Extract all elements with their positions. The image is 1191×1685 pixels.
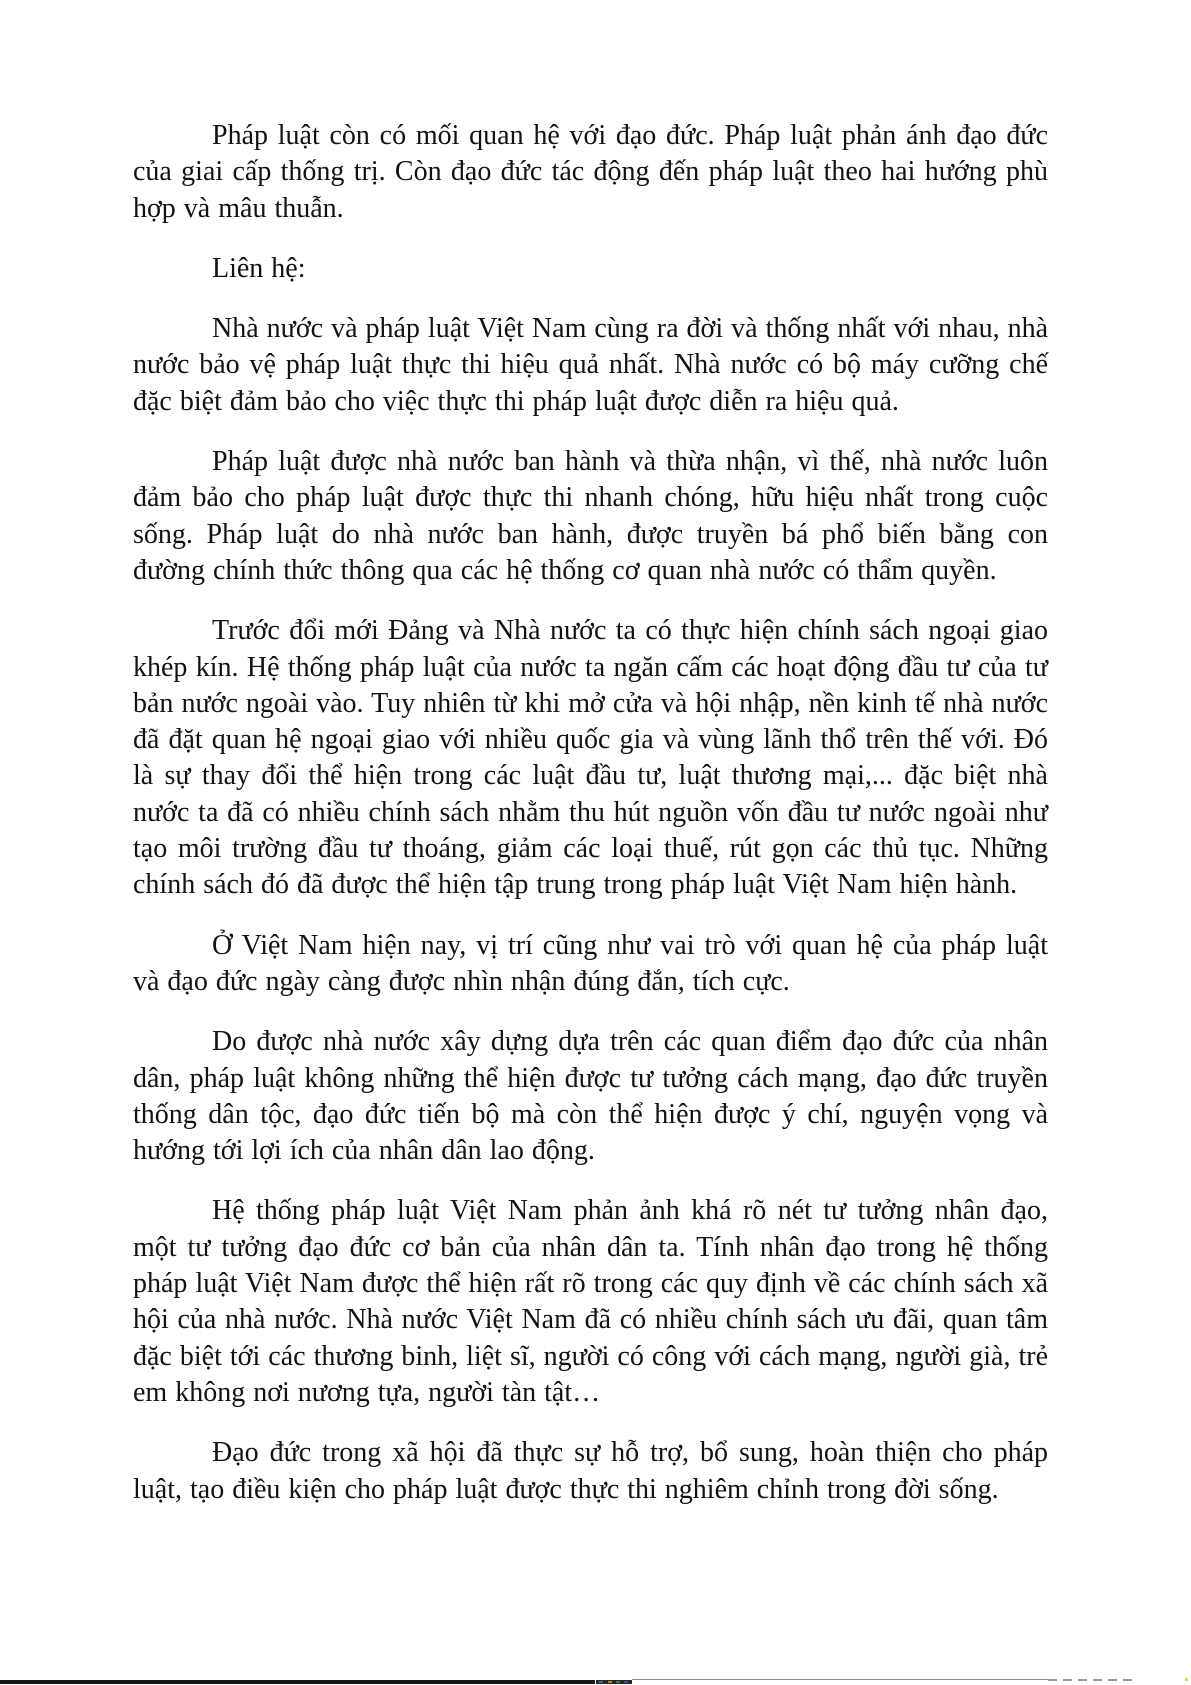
taskbar-icons-sliver[interactable] <box>596 1680 632 1684</box>
paragraph-3: Nhà nước và pháp luật Việt Nam cùng ra đời và thống nhất với nhau, nhà nước bảo vệ pháp luật thực thi hiệu quả nhất. Nhà nước có bộ máy cưỡng chế đặc biệt đảm bảo cho việc thực thi pháp luật được diễn ra hiệu quả. <box>133 313 1048 417</box>
paragraph-9: Đạo đức trong xã hội đã thực sự hỗ trợ, bổ sung, hoàn thiện cho pháp luật, tạo điều kiện cho pháp luật được thực thi nghiêm chỉnh trong đời sống. <box>133 1437 1048 1505</box>
taskbar-icon-pixel <box>616 1681 620 1683</box>
paragraph-2-lien-he-label: Liên hệ: <box>212 252 306 284</box>
paragraph-1: Pháp luật còn có mối quan hệ với đạo đức. Pháp luật phản ánh đạo đức của giai cấp thống trị. Còn đạo đức tác động đến pháp luật theo hai hướng phù hợp và mâu thuẫn. <box>133 120 1048 224</box>
paragraph-8: Hệ thống pháp luật Việt Nam phản ảnh khá rõ nét tư tưởng nhân đạo, một tư tưởng đạo đức cơ bản của nhân dân ta. Tính nhân đạo trong hệ thống pháp luật Việt Nam được thể hiện rất rõ trong các quy định về các chính sách xã hội của nhà nước. Nhà nước Việt Nam đã có nhiều chính sách ưu đãi, quan tâm đặc biệt tới các thương binh, liệt sĩ, người có công với cách mạng, người già, trẻ em không nơi nương tựa, người tàn tật… <box>133 1195 1048 1408</box>
window-border-hairline <box>632 1679 1048 1680</box>
bottom-edge-strip <box>0 1678 1191 1685</box>
taskbar-icon-pixel <box>599 1681 603 1683</box>
paragraph-5: Trước đổi mới Đảng và Nhà nước ta có thực hiện chính sách ngoại giao khép kín. Hệ thống pháp luật của nước ta ngăn cấm các hoạt động đầu tư của tư bản nước ngoài vào. Tuy nhiên từ khi mở cửa và hội nhập, nền kinh tế nhà nước đã đặt quan hệ ngoại giao với nhiều quốc gia và vùng lãnh thổ trên thế với. Đó là sự thay đổi thể hiện trong các luật đầu tư, luật thương mại,... đặc biệt nhà nước ta đã có nhiều chính sách nhằm thu hút nguồn vốn đầu tư nước ngoài như tạo môi trường đầu tư thoáng, giảm các loại thuế, rút gọn các thủ tục. Những chính sách đó đã được thể hiện tập trung trong pháp luật Việt Nam hiện hành. <box>133 615 1048 901</box>
taskbar-icon-pixel <box>624 1681 628 1683</box>
dashed-border-fragment <box>1048 1679 1136 1681</box>
taskbar-sliver[interactable] <box>0 1680 595 1684</box>
corner-pixel-artifact <box>1185 1678 1188 1681</box>
paragraph-7: Do được nhà nước xây dựng dựa trên các quan điểm đạo đức của nhân dân, pháp luật không những thể hiện được tư tưởng cách mạng, đạo đức truyền thống dân tộc, đạo đức tiến bộ mà còn thể hiện được ý chí, nguyện vọng và hướng tới lợi ích của nhân dân lao động. <box>133 1026 1048 1167</box>
taskbar-icon-pixel <box>608 1681 612 1683</box>
paragraph-4: Pháp luật được nhà nước ban hành và thừa nhận, vì thế, nhà nước luôn đảm bảo cho pháp luật được thực thi nhanh chóng, hữu hiệu nhất trong cuộc sống. Pháp luật do nhà nước ban hành, được truyền bá phổ biến bằng con đường chính thức thông qua các hệ thống cơ quan nhà nước có thẩm quyền. <box>133 446 1048 586</box>
document-text-body <box>133 118 1048 1532</box>
paragraph-6: Ở Việt Nam hiện nay, vị trí cũng như vai trò với quan hệ của pháp luật và đạo đức ngày càng được nhìn nhận đúng đắn, tích cực. <box>133 929 1048 997</box>
